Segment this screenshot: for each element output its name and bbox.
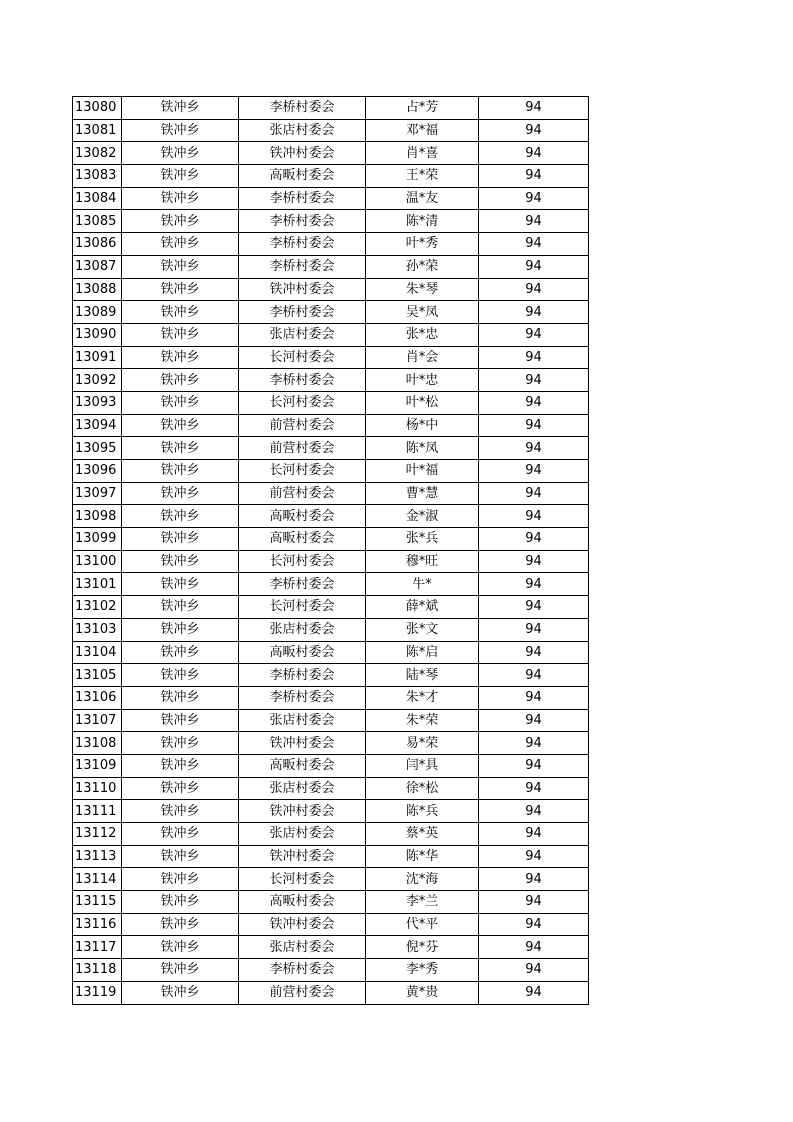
table-row: [73, 641, 589, 664]
village-committee-cell: 长河村委会: [239, 346, 366, 369]
table-row: [73, 482, 589, 505]
score-cell: 94: [479, 550, 589, 573]
table-row: [73, 732, 589, 755]
township-cell: 铁冲乡: [122, 165, 239, 188]
person-name-cell: 易*荣: [366, 732, 479, 755]
table-row: [73, 845, 589, 868]
row-number-cell: 13108: [73, 732, 122, 755]
table-row: [73, 391, 589, 414]
table-row: [73, 187, 589, 210]
score-cell: 94: [479, 709, 589, 732]
village-committee-cell: 张店村委会: [239, 618, 366, 641]
township-cell: 铁冲乡: [122, 482, 239, 505]
score-cell: 94: [479, 278, 589, 301]
row-number-cell: 13096: [73, 460, 122, 483]
person-name-cell: 温*友: [366, 187, 479, 210]
village-committee-cell: 李桥村委会: [239, 959, 366, 982]
row-number-cell: 13118: [73, 959, 122, 982]
person-name-cell: 牛*: [366, 573, 479, 596]
table-row: [73, 664, 589, 687]
person-name-cell: 朱*荣: [366, 709, 479, 732]
score-cell: 94: [479, 505, 589, 528]
person-name-cell: 倪*芬: [366, 936, 479, 959]
table-row: [73, 618, 589, 641]
table-row: [73, 323, 589, 346]
score-cell: 94: [479, 596, 589, 619]
village-committee-cell: 长河村委会: [239, 460, 366, 483]
row-number-cell: 13095: [73, 437, 122, 460]
person-name-cell: 邓*福: [366, 119, 479, 142]
table-row: [73, 346, 589, 369]
score-cell: 94: [479, 618, 589, 641]
person-name-cell: 陈*凤: [366, 437, 479, 460]
row-number-cell: 13104: [73, 641, 122, 664]
township-cell: 铁冲乡: [122, 641, 239, 664]
score-cell: 94: [479, 800, 589, 823]
village-committee-cell: 李桥村委会: [239, 210, 366, 233]
row-number-cell: 13117: [73, 936, 122, 959]
row-number-cell: 13111: [73, 800, 122, 823]
person-name-cell: 叶*秀: [366, 233, 479, 256]
table-row: [73, 414, 589, 437]
person-name-cell: 杨*中: [366, 414, 479, 437]
table-row: [73, 233, 589, 256]
township-cell: 铁冲乡: [122, 891, 239, 914]
score-cell: 94: [479, 732, 589, 755]
township-cell: 铁冲乡: [122, 618, 239, 641]
score-cell: 94: [479, 981, 589, 1004]
row-number-cell: 13087: [73, 255, 122, 278]
table-row: [73, 981, 589, 1004]
score-cell: 94: [479, 165, 589, 188]
row-number-cell: 13115: [73, 891, 122, 914]
township-cell: 铁冲乡: [122, 119, 239, 142]
score-cell: 94: [479, 210, 589, 233]
village-committee-cell: 铁冲村委会: [239, 278, 366, 301]
score-cell: 94: [479, 823, 589, 846]
township-cell: 铁冲乡: [122, 686, 239, 709]
person-name-cell: 肖*会: [366, 346, 479, 369]
person-name-cell: 叶*福: [366, 460, 479, 483]
person-name-cell: 代*平: [366, 913, 479, 936]
village-committee-cell: 李桥村委会: [239, 686, 366, 709]
township-cell: 铁冲乡: [122, 528, 239, 551]
township-cell: 铁冲乡: [122, 936, 239, 959]
table-row: [73, 823, 589, 846]
township-cell: 铁冲乡: [122, 754, 239, 777]
person-name-cell: 孙*荣: [366, 255, 479, 278]
township-cell: 铁冲乡: [122, 301, 239, 324]
row-number-cell: 13113: [73, 845, 122, 868]
score-cell: 94: [479, 913, 589, 936]
township-cell: 铁冲乡: [122, 868, 239, 891]
table-row: [73, 777, 589, 800]
table-row: [73, 437, 589, 460]
row-number-cell: 13109: [73, 754, 122, 777]
township-cell: 铁冲乡: [122, 278, 239, 301]
village-committee-cell: 高畈村委会: [239, 528, 366, 551]
township-cell: 铁冲乡: [122, 550, 239, 573]
village-committee-cell: 张店村委会: [239, 936, 366, 959]
township-cell: 铁冲乡: [122, 573, 239, 596]
score-cell: 94: [479, 323, 589, 346]
score-cell: 94: [479, 437, 589, 460]
row-number-cell: 13086: [73, 233, 122, 256]
score-cell: 94: [479, 460, 589, 483]
township-cell: 铁冲乡: [122, 913, 239, 936]
row-number-cell: 13101: [73, 573, 122, 596]
table-row: [73, 301, 589, 324]
village-committee-cell: 李桥村委会: [239, 664, 366, 687]
score-cell: 94: [479, 119, 589, 142]
village-committee-cell: 铁冲村委会: [239, 142, 366, 165]
township-cell: 铁冲乡: [122, 323, 239, 346]
person-name-cell: 金*淑: [366, 505, 479, 528]
township-cell: 铁冲乡: [122, 233, 239, 256]
row-number-cell: 13083: [73, 165, 122, 188]
row-number-cell: 13082: [73, 142, 122, 165]
score-cell: 94: [479, 959, 589, 982]
table-row: [73, 369, 589, 392]
township-cell: 铁冲乡: [122, 369, 239, 392]
score-cell: 94: [479, 233, 589, 256]
row-number-cell: 13112: [73, 823, 122, 846]
township-cell: 铁冲乡: [122, 709, 239, 732]
row-number-cell: 13080: [73, 97, 122, 120]
row-number-cell: 13081: [73, 119, 122, 142]
village-committee-cell: 高畈村委会: [239, 891, 366, 914]
village-committee-cell: 李桥村委会: [239, 301, 366, 324]
village-committee-cell: 李桥村委会: [239, 187, 366, 210]
person-name-cell: 朱*琴: [366, 278, 479, 301]
township-cell: 铁冲乡: [122, 959, 239, 982]
person-name-cell: 穆*旺: [366, 550, 479, 573]
row-number-cell: 13091: [73, 346, 122, 369]
score-cell: 94: [479, 369, 589, 392]
score-cell: 94: [479, 187, 589, 210]
table-row: [73, 505, 589, 528]
village-committee-cell: 张店村委会: [239, 119, 366, 142]
township-cell: 铁冲乡: [122, 981, 239, 1004]
row-number-cell: 13098: [73, 505, 122, 528]
table-row: [73, 754, 589, 777]
table-row: [73, 596, 589, 619]
village-committee-cell: 高畈村委会: [239, 754, 366, 777]
village-committee-cell: 长河村委会: [239, 550, 366, 573]
table-row: [73, 936, 589, 959]
score-cell: 94: [479, 255, 589, 278]
score-cell: 94: [479, 482, 589, 505]
row-number-cell: 13092: [73, 369, 122, 392]
person-name-cell: 张*忠: [366, 323, 479, 346]
score-cell: 94: [479, 754, 589, 777]
village-committee-cell: 张店村委会: [239, 823, 366, 846]
row-number-cell: 13089: [73, 301, 122, 324]
township-cell: 铁冲乡: [122, 800, 239, 823]
person-name-cell: 陈*清: [366, 210, 479, 233]
person-name-cell: 王*荣: [366, 165, 479, 188]
row-number-cell: 13105: [73, 664, 122, 687]
row-number-cell: 13099: [73, 528, 122, 551]
person-name-cell: 曹*慧: [366, 482, 479, 505]
township-cell: 铁冲乡: [122, 210, 239, 233]
table-row: [73, 550, 589, 573]
row-number-cell: 13103: [73, 618, 122, 641]
person-name-cell: 叶*忠: [366, 369, 479, 392]
score-cell: 94: [479, 664, 589, 687]
row-number-cell: 13119: [73, 981, 122, 1004]
row-number-cell: 13102: [73, 596, 122, 619]
table-row: [73, 142, 589, 165]
table-row: [73, 210, 589, 233]
person-name-cell: 沈*海: [366, 868, 479, 891]
table-row: [73, 460, 589, 483]
score-cell: 94: [479, 346, 589, 369]
data-table: [72, 96, 589, 1005]
village-committee-cell: 李桥村委会: [239, 97, 366, 120]
person-name-cell: 吴*凤: [366, 301, 479, 324]
table-body: [73, 97, 589, 1005]
township-cell: 铁冲乡: [122, 255, 239, 278]
village-committee-cell: 铁冲村委会: [239, 845, 366, 868]
person-name-cell: 黄*贵: [366, 981, 479, 1004]
township-cell: 铁冲乡: [122, 823, 239, 846]
township-cell: 铁冲乡: [122, 460, 239, 483]
village-committee-cell: 铁冲村委会: [239, 800, 366, 823]
village-committee-cell: 李桥村委会: [239, 369, 366, 392]
row-number-cell: 13094: [73, 414, 122, 437]
township-cell: 铁冲乡: [122, 437, 239, 460]
village-committee-cell: 高畈村委会: [239, 641, 366, 664]
village-committee-cell: 张店村委会: [239, 777, 366, 800]
row-number-cell: 13110: [73, 777, 122, 800]
village-committee-cell: 铁冲村委会: [239, 732, 366, 755]
score-cell: 94: [479, 528, 589, 551]
row-number-cell: 13106: [73, 686, 122, 709]
township-cell: 铁冲乡: [122, 346, 239, 369]
person-name-cell: 张*兵: [366, 528, 479, 551]
table-row: [73, 800, 589, 823]
person-name-cell: 陈*启: [366, 641, 479, 664]
table-row: [73, 97, 589, 120]
score-cell: 94: [479, 777, 589, 800]
village-committee-cell: 张店村委会: [239, 709, 366, 732]
table-row: [73, 686, 589, 709]
table-row: [73, 891, 589, 914]
person-name-cell: 闫*具: [366, 754, 479, 777]
table-row: [73, 278, 589, 301]
row-number-cell: 13116: [73, 913, 122, 936]
person-name-cell: 叶*松: [366, 391, 479, 414]
row-number-cell: 13114: [73, 868, 122, 891]
row-number-cell: 13085: [73, 210, 122, 233]
score-cell: 94: [479, 868, 589, 891]
village-committee-cell: 前营村委会: [239, 414, 366, 437]
score-cell: 94: [479, 845, 589, 868]
table-row: [73, 573, 589, 596]
table-row: [73, 165, 589, 188]
person-name-cell: 肖*喜: [366, 142, 479, 165]
person-name-cell: 蔡*英: [366, 823, 479, 846]
township-cell: 铁冲乡: [122, 664, 239, 687]
score-cell: 94: [479, 936, 589, 959]
village-committee-cell: 前营村委会: [239, 981, 366, 1004]
score-cell: 94: [479, 301, 589, 324]
table-row: [73, 119, 589, 142]
township-cell: 铁冲乡: [122, 505, 239, 528]
village-committee-cell: 李桥村委会: [239, 573, 366, 596]
person-name-cell: 朱*才: [366, 686, 479, 709]
township-cell: 铁冲乡: [122, 777, 239, 800]
village-committee-cell: 前营村委会: [239, 482, 366, 505]
score-cell: 94: [479, 414, 589, 437]
table-row: [73, 868, 589, 891]
table-row: [73, 528, 589, 551]
score-cell: 94: [479, 641, 589, 664]
township-cell: 铁冲乡: [122, 414, 239, 437]
table-row: [73, 709, 589, 732]
township-cell: 铁冲乡: [122, 732, 239, 755]
table-row: [73, 255, 589, 278]
township-cell: 铁冲乡: [122, 97, 239, 120]
person-name-cell: 薛*斌: [366, 596, 479, 619]
score-cell: 94: [479, 686, 589, 709]
row-number-cell: 13097: [73, 482, 122, 505]
village-committee-cell: 铁冲村委会: [239, 913, 366, 936]
village-committee-cell: 李桥村委会: [239, 233, 366, 256]
person-name-cell: 陈*华: [366, 845, 479, 868]
score-cell: 94: [479, 391, 589, 414]
person-name-cell: 李*秀: [366, 959, 479, 982]
person-name-cell: 占*芳: [366, 97, 479, 120]
row-number-cell: 13090: [73, 323, 122, 346]
person-name-cell: 陈*兵: [366, 800, 479, 823]
row-number-cell: 13088: [73, 278, 122, 301]
person-name-cell: 陆*琴: [366, 664, 479, 687]
person-name-cell: 张*文: [366, 618, 479, 641]
row-number-cell: 13084: [73, 187, 122, 210]
row-number-cell: 13093: [73, 391, 122, 414]
township-cell: 铁冲乡: [122, 391, 239, 414]
township-cell: 铁冲乡: [122, 845, 239, 868]
township-cell: 铁冲乡: [122, 187, 239, 210]
village-committee-cell: 长河村委会: [239, 391, 366, 414]
person-name-cell: 李*兰: [366, 891, 479, 914]
village-committee-cell: 高畈村委会: [239, 505, 366, 528]
township-cell: 铁冲乡: [122, 142, 239, 165]
village-committee-cell: 长河村委会: [239, 868, 366, 891]
score-cell: 94: [479, 891, 589, 914]
village-committee-cell: 张店村委会: [239, 323, 366, 346]
score-cell: 94: [479, 573, 589, 596]
village-committee-cell: 长河村委会: [239, 596, 366, 619]
village-committee-cell: 高畈村委会: [239, 165, 366, 188]
row-number-cell: 13100: [73, 550, 122, 573]
score-cell: 94: [479, 97, 589, 120]
score-cell: 94: [479, 142, 589, 165]
village-committee-cell: 前营村委会: [239, 437, 366, 460]
table-row: [73, 913, 589, 936]
village-committee-cell: 李桥村委会: [239, 255, 366, 278]
township-cell: 铁冲乡: [122, 596, 239, 619]
row-number-cell: 13107: [73, 709, 122, 732]
person-name-cell: 徐*松: [366, 777, 479, 800]
table-row: [73, 959, 589, 982]
